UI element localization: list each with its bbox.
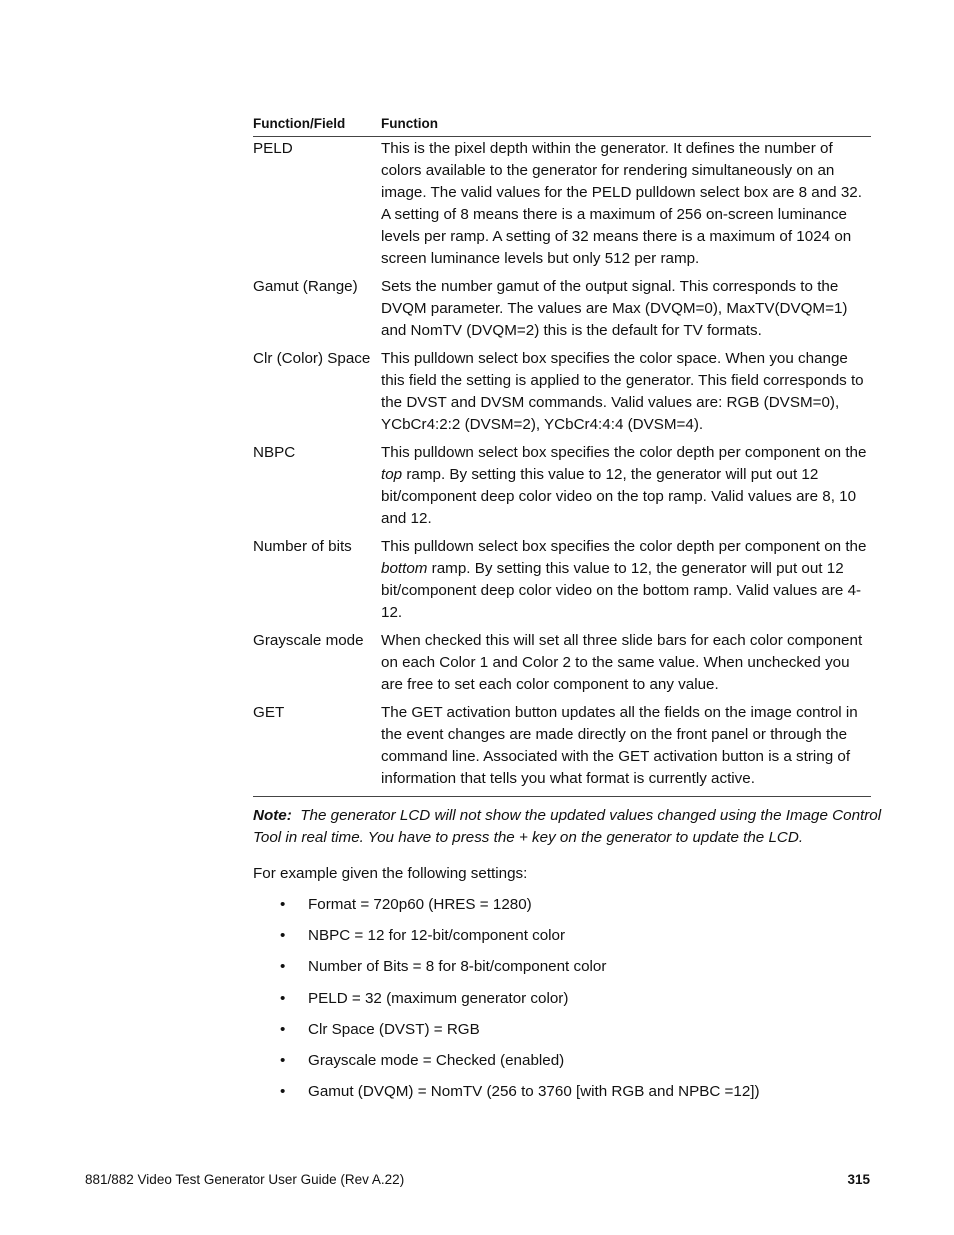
table-row [253,137,871,277]
field-description: When checked this will set all three slide bars for each color component on each Color 1 and Color 2 to the same value. When unchecked you are free to set each color component to any value. [381,632,863,693]
list-item-text: Gamut (DVQM) = NomTV (256 to 3760 [with RGB and NPBC =12]) [308,1083,760,1101]
field-name: NBPC [253,444,296,461]
list-item [253,1050,760,1081]
field-name: PELD [253,140,293,157]
header-function: Function [381,115,871,137]
list-item [253,1019,760,1050]
field-description [381,442,871,536]
function-table [253,115,871,797]
bullet-icon: • [280,1083,286,1101]
list-item-text: Grayscale mode = Checked (enabled) [308,1051,565,1069]
bullet-icon: • [280,989,286,1007]
table-row [253,442,871,536]
bullet-icon: • [280,1020,286,1038]
list-item-text: Clr Space (DVST) = RGB [308,1020,480,1038]
field-name: Clr (Color) Space [253,350,371,367]
field-name: Grayscale mode [253,632,364,649]
field-name: Gamut (Range) [253,278,358,295]
field-description [381,536,871,630]
desc-text: ramp. By setting this value to 12, the generator will put out 12 bit/component deep color video on the top ramp. Valid values are 8, 10 and 12. [381,466,857,527]
desc-text: This pulldown select box specifies the color depth per component on the [381,538,867,555]
function-table-container [253,115,871,797]
table-row [253,702,871,797]
list-item [253,956,760,987]
footer-title: 881/882 Video Test Generator User Guide (Rev A.22) [85,1172,405,1187]
header-function-field: Function/Field [253,115,381,137]
list-item [253,894,760,925]
desc-emphasis: bottom [381,560,428,577]
field-name: Number of bits [253,538,352,555]
table-row [253,348,871,442]
list-item-text: Format = 720p60 (HRES = 1280) [308,896,532,913]
list-item-text: NBPC = 12 for 12-bit/component color [308,927,566,945]
note-label: Note: [253,807,292,824]
bullet-icon: • [280,958,286,976]
table-row [253,276,871,348]
desc-emphasis: top [381,466,403,483]
note-paragraph [253,805,883,849]
desc-text: This pulldown select box specifies the color depth per component on the [381,444,867,461]
bullet-icon: • [280,1051,286,1069]
field-description: This pulldown select box specifies the color space. When you change this field the setting is applied to the generator. This field corresponds to the DVST and DVSM commands. Valid values are: RGB (DVSM=0), YCbCr4:2:2 (DVSM=2), YCbCr4:4:4 (DVSM=4). [381,350,864,433]
bullet-icon: • [280,927,286,945]
field-description: Sets the number gamut of the output signal. This corresponds to the DVQM parameter. The values are Max (DVQM=0), MaxTV(DVQM=1) and NomTV (DVQM=2) this is the default for TV formats. [381,278,848,339]
field-description: The GET activation button updates all the fields on the image control in the event changes are made directly on the front panel or through the command line. Associated with the GET activation button is a string of information that tells you what format is currently active. [381,702,871,797]
table-row [253,536,871,630]
bullet-icon: • [280,896,286,913]
field-description: This is the pixel depth within the generator. It defines the number of colors available to the generator for rendering simultaneously on an image. The valid values for the PELD pulldown select box are 8 and 32. A setting of 8 means there is a maximum of 256 on-screen luminance levels per ramp. A setting of 32 means there is a maximum of 1024 on screen luminance levels but only 512 per ramp. [381,140,862,267]
page-number: 315 [847,1172,870,1187]
settings-list [253,894,760,1112]
list-item-text: Number of Bits = 8 for 8-bit/component color [308,958,607,976]
intro-text: For example given the following settings: [253,865,528,882]
list-item [253,1081,760,1112]
field-name: GET [253,702,381,797]
list-item [253,925,760,956]
list-item [253,988,760,1019]
note-text: The generator LCD will not show the updated values changed using the Image Control Tool in real time. You have to press the + key on the generator to update the LCD. [253,807,882,846]
list-item-text: PELD = 32 (maximum generator color) [308,989,569,1007]
table-header-row [253,115,871,137]
desc-text: ramp. By setting this value to 12, the generator will put out 12 bit/component deep color video on the bottom ramp. Valid values are 4-12. [381,560,862,621]
table-row [253,630,871,702]
